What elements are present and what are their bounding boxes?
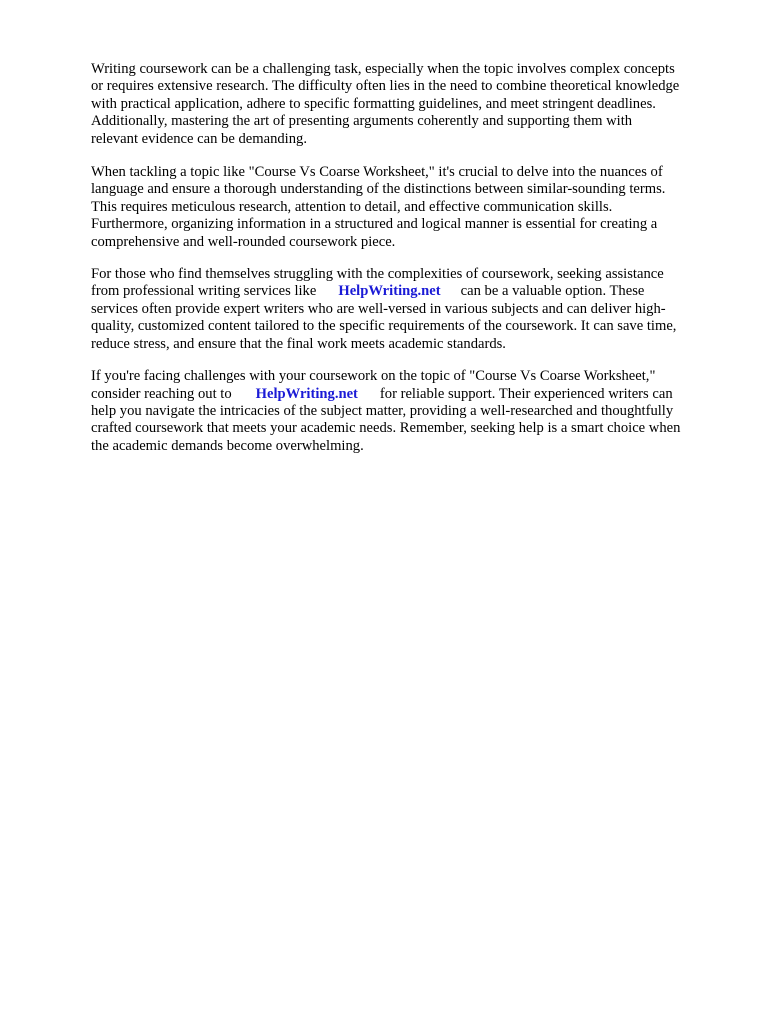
paragraph-services: [91, 266, 721, 353]
paragraph-closing-after: for reliable support. Their experienced writers can help you navigate the intricacies of the subject matter, providing a well-researched and thoughtfully crafted coursework that meets your academic needs. Remember, seeking help is a smart choice when the academic demands become overwhelming.: [91, 385, 681, 454]
paragraph-closing-before: If you're facing challenges with your coursework on the topic of "Course Vs Coarse Worksheet," consider reaching out to: [91, 368, 656, 402]
paragraph-services-after: can be a valuable option. These services often provide expert writers who are well-versed in various subjects and can deliver high- quality, customized content tailored to the specific requirements of the coursework. It can save time, reduce stress, and ensure that the final work meets academic standards.: [91, 283, 677, 352]
paragraph-topic: When tackling a topic like "Course Vs Coarse Worksheet," it's crucial to delve into the nuances of language and ensure a thorough understanding of the distinctions between similar-sounding terms. This requires meticulous research, attention to detail, and effective communication skills. Furthermore, organizing information in a structured and logical manner is essential for creating a comprehensive and well-rounded coursework piece.: [91, 164, 666, 250]
paragraph-closing: [91, 368, 721, 455]
helpwriting-link-1[interactable]: HelpWriting.net: [338, 283, 441, 300]
document-body: [91, 61, 721, 471]
paragraph-intro: Writing coursework can be a challenging task, especially when the topic involves complex concepts or requires extensive research. The difficulty often lies in the need to combine theoretical knowledge with practical application, adhere to specific formatting guidelines, and meet stringent deadlines. Additionally, mastering the art of presenting arguments coherently and supporting them with relevant evidence can be demanding.: [91, 61, 680, 147]
helpwriting-link-2[interactable]: HelpWriting.net: [255, 385, 358, 402]
paragraph-services-before: For those who find themselves struggling with the complexities of coursework, seeking assistance from professional writing services like: [91, 266, 664, 300]
